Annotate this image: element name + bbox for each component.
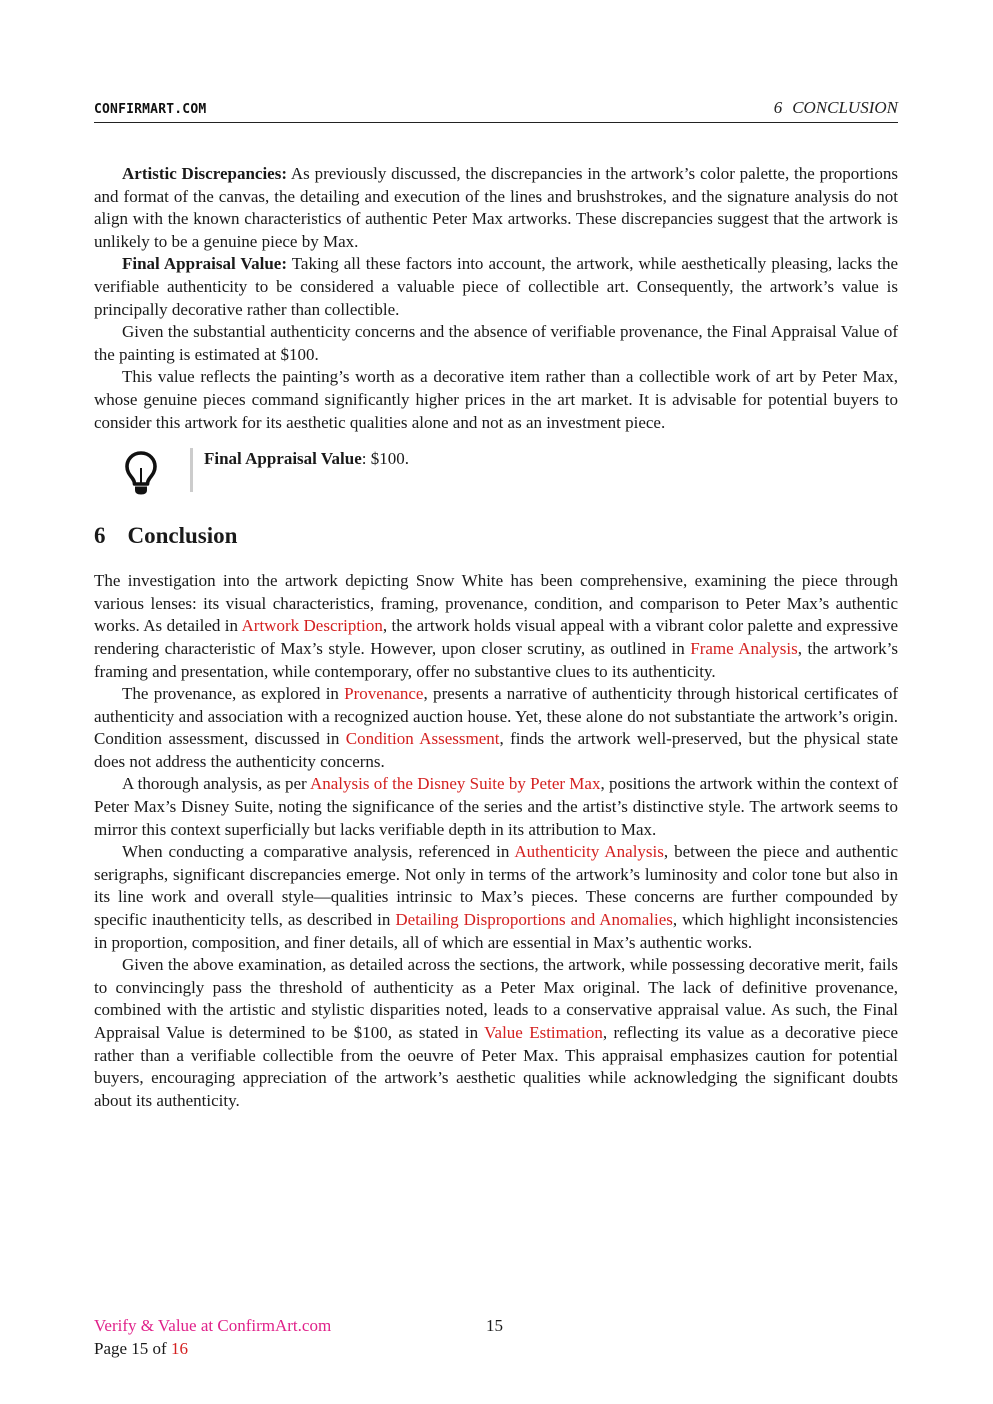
page-header xyxy=(94,98,898,123)
section-heading xyxy=(94,522,898,550)
paragraph-text: A thorough analysis, as per xyxy=(122,774,310,794)
section-number: 6 xyxy=(94,523,106,549)
paragraph-text: , finds the artwork well-preserved, but the physical state does not address the authenticity concerns. xyxy=(94,729,898,771)
paragraph-text: The investigation into the artwork depicting Snow White has been comprehensive, examining the piece through various lenses: its visual characteristics, framing, provenance, condition, and comparison to Peter Max’s authentic works. As detailed in xyxy=(94,571,898,636)
section-title: Conclusion xyxy=(127,523,238,549)
running-head-section-number: 6 xyxy=(773,98,783,117)
running-head xyxy=(774,98,898,118)
paragraph-label: Artistic Discrepancies: xyxy=(122,164,288,183)
paragraph-text: Taking all these factors into account, the artwork, while aesthetically pleasing, lacks the verifiable authenticity to be considered a valuable piece of collectible art. Consequently, the artwork’s value is principally decorative rather than collectible. xyxy=(94,254,898,319)
paragraph-label: Final Appraisal Value: xyxy=(122,254,287,274)
callout-value: : $100. xyxy=(361,449,410,469)
verify-link[interactable]: Verify & Value at ConfirmArt.com xyxy=(94,1316,332,1335)
conclusion-paragraph-2 xyxy=(94,683,898,773)
conclusion-paragraph-5 xyxy=(94,954,898,1112)
paragraph-value-reflects: This value reflects the painting’s worth as a decorative item rather than a collectible work of art by Peter Max, whose genuine pieces command significantly higher prices in the art market. It is advisable for potential buyers to consider this artwork for its aesthetic qualities alone and not as an investment piece. xyxy=(94,367,898,432)
paragraph-estimate: Given the substantial authenticity concerns and the absence of verifiable provenance, the Final Appraisal Value of the painting is estimated at $100. xyxy=(94,322,898,364)
conclusion-paragraph-4 xyxy=(94,841,898,954)
conclusion-paragraph-3 xyxy=(94,773,898,841)
confirmart-logo[interactable]: CONFIRMART.COM xyxy=(94,102,207,117)
link-authenticity-analysis[interactable]: Authenticity Analysis xyxy=(514,842,664,862)
callout-label: Final Appraisal Value xyxy=(204,449,362,469)
paragraph-text: , between the piece and authentic serigraphs, significant discrepancies emerge. Not only in terms of the artwork’s luminosity and color tone but also in its line work and overall style—qualities intrinsic to Max’s pieces. These concerns are further compounded by specific inauthenticity tells, as described in xyxy=(94,842,898,930)
link-disney-suite-analysis[interactable]: Analysis of the Disney Suite by Peter Max xyxy=(309,774,601,794)
link-detailing-disproportions[interactable]: Detailing Disproportions and Anomalies xyxy=(395,910,673,930)
page-count-prefix: Page 15 of xyxy=(94,1338,171,1358)
conclusion-paragraph-1 xyxy=(94,570,898,683)
total-pages-link[interactable]: 16 xyxy=(170,1338,188,1358)
link-value-estimation[interactable]: Value Estimation xyxy=(484,1023,603,1042)
paragraph-artistic-discrepancies xyxy=(94,163,898,253)
page-count xyxy=(94,1338,898,1361)
link-frame-analysis[interactable]: Frame Analysis xyxy=(690,638,798,658)
paragraph-text: Given the above examination, as detailed across the sections, the artwork, while possessing decorative merit, fails to convincingly pass the threshold of authenticity as a Peter Max original. The lack of definitive provenance, combined with the artistic and stylistic disparities noted, leads to a conservative appraisal value. As such, the Final Appraisal Value is determined to be $100, as stated in xyxy=(94,955,898,1042)
paragraph-final-appraisal xyxy=(94,253,898,321)
link-artwork-description[interactable]: Artwork Description xyxy=(241,616,383,636)
lightbulb-icon xyxy=(124,450,158,496)
callout-text xyxy=(204,448,409,471)
running-head-section-title: CONCLUSION xyxy=(792,98,898,117)
paragraph-text: When conducting a comparative analysis, referenced in xyxy=(122,842,515,862)
page-footer xyxy=(94,1315,898,1360)
paragraph-text: , reflecting its value as a decorative piece rather than a verifiable collectible from the oeuvre of Peter Max. This appraisal emphasizes caution for potential buyers, encouraging appreciation of the artwork’s aesthetic qualities while acknowledging the significant doubts about its authenticity. xyxy=(94,1023,898,1110)
link-provenance[interactable]: Provenance xyxy=(344,684,424,704)
paragraph-text: As previously discussed, the discrepancies in the artwork’s color palette, the proportions and format of the canvas, the detailing and execution of the lines and brushstrokes, and the signature analysis do not align with the known characteristics of authentic Peter Max artworks. These discrepancies suggest that the artwork is unlikely to be a genuine piece by Max. xyxy=(94,164,898,251)
link-condition-assessment[interactable]: Condition Assessment xyxy=(345,729,500,749)
paragraph-text: , the artwork holds visual appeal with a vibrant color palette and expressive rendering characteristic of Max’s style. However, upon closer scrutiny, as outlined in xyxy=(94,616,898,658)
document-body xyxy=(94,163,898,1112)
paragraph-text: , the artwork’s framing and presentation, while contemporary, offer no substantive clues to its authenticity. xyxy=(94,638,898,681)
paragraph-text: , positions the artwork within the context of Peter Max’s Disney Suite, noting the significance of the series and the artist’s distinctive style. The artwork seems to mirror this context superficially but lacks verifiable depth in its attribution to Max. xyxy=(94,774,898,839)
paragraph-text: , which highlight inconsistencies in proportion, composition, and finer details, all of which are essential in Max’s authentic works. xyxy=(94,910,899,952)
callout-bar xyxy=(190,448,193,492)
page-number: 15 xyxy=(486,1316,503,1335)
appraisal-callout xyxy=(94,448,898,502)
paragraph-text: The provenance, as explored in xyxy=(122,684,345,704)
paragraph-text: , presents a narrative of authenticity through historical certificates of authenticity and association with a recognized auction house. Yet, these alone do not substantiate the artwork’s origin. Condition assessment, discussed in xyxy=(94,684,898,749)
